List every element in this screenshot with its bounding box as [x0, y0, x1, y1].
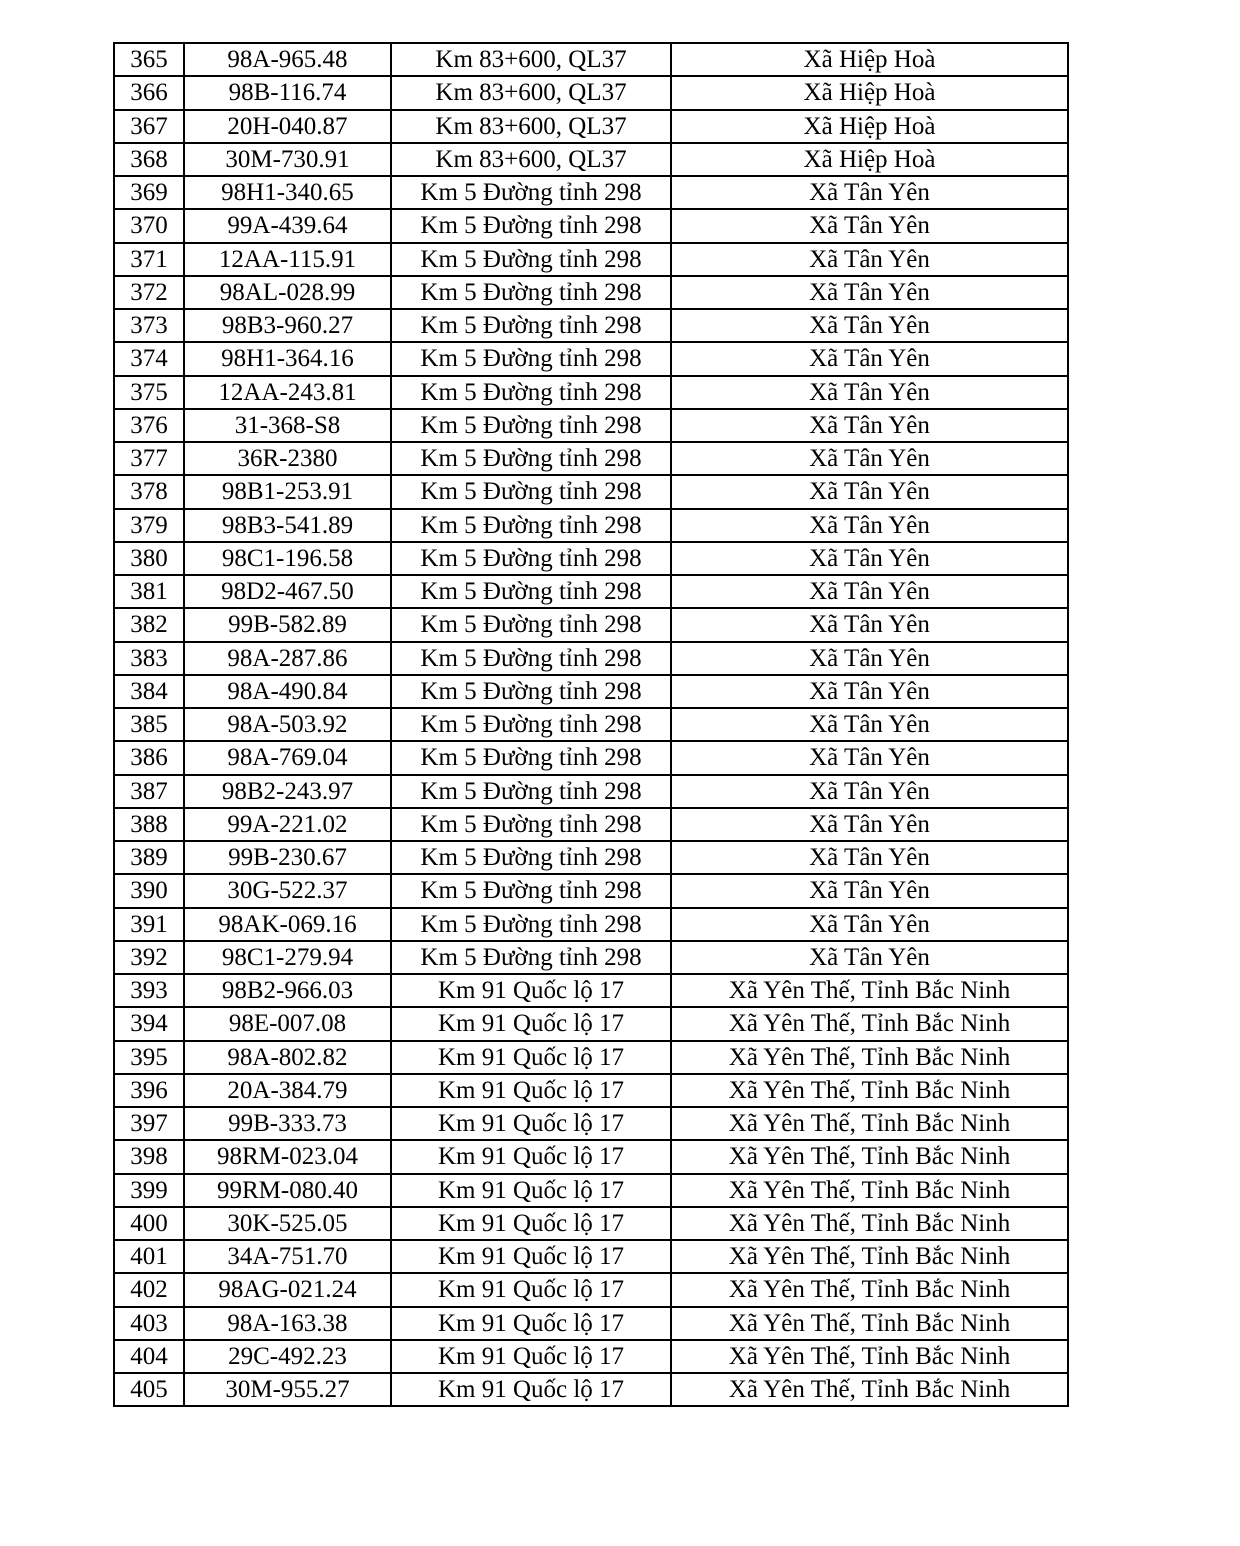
license-plate-cell: 98B1-253.91: [184, 475, 391, 508]
table-row: [114, 309, 1068, 342]
row-number-cell: 366: [114, 76, 184, 109]
license-plate-cell: 98H1-364.16: [184, 342, 391, 375]
violation-location-cell: Km 91 Quốc lộ 17: [391, 1240, 671, 1273]
row-number-cell: 399: [114, 1174, 184, 1207]
processing-unit-cell: Xã Yên Thế, Tỉnh Bắc Ninh: [671, 1273, 1068, 1306]
license-plate-cell: 99B-230.67: [184, 841, 391, 874]
row-number-cell: 402: [114, 1273, 184, 1306]
license-plate-cell: 20A-384.79: [184, 1074, 391, 1107]
violation-location-cell: Km 91 Quốc lộ 17: [391, 1273, 671, 1306]
table-row: [114, 1240, 1068, 1273]
row-number-cell: 378: [114, 475, 184, 508]
row-number-cell: 370: [114, 209, 184, 242]
table-row: [114, 542, 1068, 575]
row-number-cell: 368: [114, 143, 184, 176]
processing-unit-cell: Xã Tân Yên: [671, 941, 1068, 974]
license-plate-cell: 34A-751.70: [184, 1240, 391, 1273]
violation-location-cell: Km 5 Đường tỉnh 298: [391, 874, 671, 907]
processing-unit-cell: Xã Hiệp Hoà: [671, 76, 1068, 109]
violation-location-cell: Km 91 Quốc lộ 17: [391, 1041, 671, 1074]
processing-unit-cell: Xã Tân Yên: [671, 575, 1068, 608]
violation-location-cell: Km 5 Đường tỉnh 298: [391, 409, 671, 442]
violation-location-cell: Km 91 Quốc lộ 17: [391, 1373, 671, 1406]
license-plate-cell: 98AK-069.16: [184, 908, 391, 941]
violation-location-cell: Km 5 Đường tỉnh 298: [391, 342, 671, 375]
table-row: [114, 409, 1068, 442]
license-plate-cell: 98B2-966.03: [184, 974, 391, 1007]
processing-unit-cell: Xã Yên Thế, Tỉnh Bắc Ninh: [671, 1307, 1068, 1340]
processing-unit-cell: Xã Yên Thế, Tỉnh Bắc Ninh: [671, 1207, 1068, 1240]
row-number-cell: 374: [114, 342, 184, 375]
row-number-cell: 376: [114, 409, 184, 442]
row-number-cell: 404: [114, 1340, 184, 1373]
violation-location-cell: Km 83+600, QL37: [391, 76, 671, 109]
row-number-cell: 388: [114, 808, 184, 841]
table-row: [114, 1207, 1068, 1240]
violation-location-cell: Km 5 Đường tỉnh 298: [391, 708, 671, 741]
violation-location-cell: Km 91 Quốc lộ 17: [391, 1074, 671, 1107]
processing-unit-cell: Xã Tân Yên: [671, 475, 1068, 508]
processing-unit-cell: Xã Tân Yên: [671, 376, 1068, 409]
row-number-cell: 396: [114, 1074, 184, 1107]
table-row: [114, 176, 1068, 209]
processing-unit-cell: Xã Tân Yên: [671, 442, 1068, 475]
license-plate-cell: 20H-040.87: [184, 110, 391, 143]
table-row: [114, 874, 1068, 907]
license-plate-cell: 30K-525.05: [184, 1207, 391, 1240]
row-number-cell: 386: [114, 741, 184, 774]
violation-location-cell: Km 91 Quốc lộ 17: [391, 1307, 671, 1340]
license-plate-cell: 98D2-467.50: [184, 575, 391, 608]
processing-unit-cell: Xã Yên Thế, Tỉnh Bắc Ninh: [671, 1174, 1068, 1207]
license-plate-cell: 98C1-279.94: [184, 941, 391, 974]
row-number-cell: 372: [114, 276, 184, 309]
row-number-cell: 400: [114, 1207, 184, 1240]
license-plate-cell: 99A-439.64: [184, 209, 391, 242]
table-row: [114, 243, 1068, 276]
processing-unit-cell: Xã Tân Yên: [671, 342, 1068, 375]
processing-unit-cell: Xã Tân Yên: [671, 741, 1068, 774]
processing-unit-cell: Xã Tân Yên: [671, 276, 1068, 309]
violation-location-cell: Km 5 Đường tỉnh 298: [391, 775, 671, 808]
violation-location-cell: Km 5 Đường tỉnh 298: [391, 608, 671, 641]
table-body: [114, 43, 1068, 1406]
table-row: [114, 941, 1068, 974]
processing-unit-cell: Xã Tân Yên: [671, 309, 1068, 342]
table-row: [114, 1074, 1068, 1107]
table-row: [114, 376, 1068, 409]
violation-location-cell: Km 5 Đường tỉnh 298: [391, 475, 671, 508]
violation-location-cell: Km 5 Đường tỉnh 298: [391, 841, 671, 874]
table-row: [114, 1340, 1068, 1373]
violation-location-cell: Km 5 Đường tỉnh 298: [391, 741, 671, 774]
violation-table: [113, 42, 1069, 1407]
violation-location-cell: Km 91 Quốc lộ 17: [391, 1174, 671, 1207]
license-plate-cell: 98B-116.74: [184, 76, 391, 109]
table-row: [114, 475, 1068, 508]
table-row: [114, 608, 1068, 641]
table-row: [114, 775, 1068, 808]
row-number-cell: 373: [114, 309, 184, 342]
processing-unit-cell: Xã Hiệp Hoà: [671, 110, 1068, 143]
violation-location-cell: Km 5 Đường tỉnh 298: [391, 209, 671, 242]
license-plate-cell: 98H1-340.65: [184, 176, 391, 209]
violation-location-cell: Km 91 Quốc lộ 17: [391, 1007, 671, 1040]
license-plate-cell: 30M-730.91: [184, 143, 391, 176]
processing-unit-cell: Xã Tân Yên: [671, 542, 1068, 575]
row-number-cell: 369: [114, 176, 184, 209]
violation-location-cell: Km 5 Đường tỉnh 298: [391, 542, 671, 575]
license-plate-cell: 98A-163.38: [184, 1307, 391, 1340]
violation-location-cell: Km 5 Đường tỉnh 298: [391, 243, 671, 276]
table-row: [114, 509, 1068, 542]
violation-location-cell: Km 5 Đường tỉnh 298: [391, 642, 671, 675]
processing-unit-cell: Xã Yên Thế, Tỉnh Bắc Ninh: [671, 1107, 1068, 1140]
table-row: [114, 675, 1068, 708]
violation-location-cell: Km 91 Quốc lộ 17: [391, 1107, 671, 1140]
table-row: [114, 908, 1068, 941]
table-row: [114, 974, 1068, 1007]
table-row: [114, 808, 1068, 841]
row-number-cell: 381: [114, 575, 184, 608]
table-row: [114, 1373, 1068, 1406]
table-row: [114, 1307, 1068, 1340]
violation-location-cell: Km 5 Đường tỉnh 298: [391, 908, 671, 941]
processing-unit-cell: Xã Yên Thế, Tỉnh Bắc Ninh: [671, 974, 1068, 1007]
table-row: [114, 575, 1068, 608]
row-number-cell: 390: [114, 874, 184, 907]
violation-location-cell: Km 5 Đường tỉnh 298: [391, 276, 671, 309]
processing-unit-cell: Xã Yên Thế, Tỉnh Bắc Ninh: [671, 1340, 1068, 1373]
processing-unit-cell: Xã Hiệp Hoà: [671, 43, 1068, 76]
row-number-cell: 382: [114, 608, 184, 641]
row-number-cell: 398: [114, 1140, 184, 1173]
violation-location-cell: Km 91 Quốc lộ 17: [391, 974, 671, 1007]
license-plate-cell: 99B-582.89: [184, 608, 391, 641]
violation-location-cell: Km 5 Đường tỉnh 298: [391, 808, 671, 841]
row-number-cell: 403: [114, 1307, 184, 1340]
table-row: [114, 276, 1068, 309]
violation-location-cell: Km 5 Đường tỉnh 298: [391, 309, 671, 342]
row-number-cell: 379: [114, 509, 184, 542]
violation-location-cell: Km 5 Đường tỉnh 298: [391, 376, 671, 409]
table-row: [114, 841, 1068, 874]
violation-location-cell: Km 83+600, QL37: [391, 110, 671, 143]
violation-location-cell: Km 83+600, QL37: [391, 43, 671, 76]
license-plate-cell: 98B2-243.97: [184, 775, 391, 808]
violation-location-cell: Km 91 Quốc lộ 17: [391, 1140, 671, 1173]
license-plate-cell: 98A-503.92: [184, 708, 391, 741]
violation-location-cell: Km 5 Đường tỉnh 298: [391, 176, 671, 209]
violation-location-cell: Km 5 Đường tỉnh 298: [391, 509, 671, 542]
processing-unit-cell: Xã Tân Yên: [671, 874, 1068, 907]
processing-unit-cell: Xã Tân Yên: [671, 608, 1068, 641]
license-plate-cell: 98AG-021.24: [184, 1273, 391, 1306]
table-row: [114, 1007, 1068, 1040]
row-number-cell: 383: [114, 642, 184, 675]
processing-unit-cell: Xã Tân Yên: [671, 209, 1068, 242]
row-number-cell: 397: [114, 1107, 184, 1140]
license-plate-cell: 36R-2380: [184, 442, 391, 475]
row-number-cell: 377: [114, 442, 184, 475]
table-row: [114, 43, 1068, 76]
row-number-cell: 393: [114, 974, 184, 1007]
row-number-cell: 405: [114, 1373, 184, 1406]
row-number-cell: 384: [114, 675, 184, 708]
violation-location-cell: Km 91 Quốc lộ 17: [391, 1207, 671, 1240]
processing-unit-cell: Xã Tân Yên: [671, 409, 1068, 442]
processing-unit-cell: Xã Yên Thế, Tỉnh Bắc Ninh: [671, 1041, 1068, 1074]
table-row: [114, 342, 1068, 375]
row-number-cell: 391: [114, 908, 184, 941]
violation-table-page: [113, 42, 1067, 1407]
row-number-cell: 385: [114, 708, 184, 741]
processing-unit-cell: Xã Tân Yên: [671, 708, 1068, 741]
processing-unit-cell: Xã Yên Thế, Tỉnh Bắc Ninh: [671, 1007, 1068, 1040]
license-plate-cell: 98B3-960.27: [184, 309, 391, 342]
processing-unit-cell: Xã Tân Yên: [671, 841, 1068, 874]
table-row: [114, 708, 1068, 741]
license-plate-cell: 12AA-115.91: [184, 243, 391, 276]
license-plate-cell: 99RM-080.40: [184, 1174, 391, 1207]
violation-location-cell: Km 5 Đường tỉnh 298: [391, 941, 671, 974]
license-plate-cell: 98A-965.48: [184, 43, 391, 76]
row-number-cell: 375: [114, 376, 184, 409]
processing-unit-cell: Xã Yên Thế, Tỉnh Bắc Ninh: [671, 1240, 1068, 1273]
processing-unit-cell: Xã Tân Yên: [671, 808, 1068, 841]
violation-location-cell: Km 5 Đường tỉnh 298: [391, 675, 671, 708]
processing-unit-cell: Xã Hiệp Hoà: [671, 143, 1068, 176]
violation-location-cell: Km 5 Đường tỉnh 298: [391, 442, 671, 475]
row-number-cell: 365: [114, 43, 184, 76]
table-row: [114, 741, 1068, 774]
license-plate-cell: 30G-522.37: [184, 874, 391, 907]
table-row: [114, 1273, 1068, 1306]
row-number-cell: 380: [114, 542, 184, 575]
processing-unit-cell: Xã Tân Yên: [671, 243, 1068, 276]
license-plate-cell: 99A-221.02: [184, 808, 391, 841]
table-row: [114, 1107, 1068, 1140]
license-plate-cell: 98E-007.08: [184, 1007, 391, 1040]
processing-unit-cell: Xã Yên Thế, Tỉnh Bắc Ninh: [671, 1074, 1068, 1107]
processing-unit-cell: Xã Tân Yên: [671, 675, 1068, 708]
license-plate-cell: 31-368-S8: [184, 409, 391, 442]
row-number-cell: 394: [114, 1007, 184, 1040]
violation-location-cell: Km 83+600, QL37: [391, 143, 671, 176]
license-plate-cell: 99B-333.73: [184, 1107, 391, 1140]
table-row: [114, 76, 1068, 109]
processing-unit-cell: Xã Tân Yên: [671, 642, 1068, 675]
violation-location-cell: Km 5 Đường tỉnh 298: [391, 575, 671, 608]
license-plate-cell: 98A-769.04: [184, 741, 391, 774]
row-number-cell: 367: [114, 110, 184, 143]
license-plate-cell: 98A-287.86: [184, 642, 391, 675]
table-row: [114, 442, 1068, 475]
row-number-cell: 392: [114, 941, 184, 974]
table-row: [114, 110, 1068, 143]
license-plate-cell: 98C1-196.58: [184, 542, 391, 575]
table-row: [114, 642, 1068, 675]
violation-location-cell: Km 91 Quốc lộ 17: [391, 1340, 671, 1373]
table-row: [114, 143, 1068, 176]
processing-unit-cell: Xã Tân Yên: [671, 509, 1068, 542]
license-plate-cell: 30M-955.27: [184, 1373, 391, 1406]
row-number-cell: 371: [114, 243, 184, 276]
row-number-cell: 401: [114, 1240, 184, 1273]
table-row: [114, 1174, 1068, 1207]
license-plate-cell: 98AL-028.99: [184, 276, 391, 309]
processing-unit-cell: Xã Tân Yên: [671, 775, 1068, 808]
row-number-cell: 387: [114, 775, 184, 808]
table-row: [114, 209, 1068, 242]
processing-unit-cell: Xã Tân Yên: [671, 176, 1068, 209]
table-row: [114, 1140, 1068, 1173]
license-plate-cell: 12AA-243.81: [184, 376, 391, 409]
processing-unit-cell: Xã Yên Thế, Tỉnh Bắc Ninh: [671, 1373, 1068, 1406]
row-number-cell: 395: [114, 1041, 184, 1074]
table-row: [114, 1041, 1068, 1074]
license-plate-cell: 29C-492.23: [184, 1340, 391, 1373]
row-number-cell: 389: [114, 841, 184, 874]
processing-unit-cell: Xã Yên Thế, Tỉnh Bắc Ninh: [671, 1140, 1068, 1173]
license-plate-cell: 98RM-023.04: [184, 1140, 391, 1173]
license-plate-cell: 98B3-541.89: [184, 509, 391, 542]
license-plate-cell: 98A-802.82: [184, 1041, 391, 1074]
license-plate-cell: 98A-490.84: [184, 675, 391, 708]
processing-unit-cell: Xã Tân Yên: [671, 908, 1068, 941]
